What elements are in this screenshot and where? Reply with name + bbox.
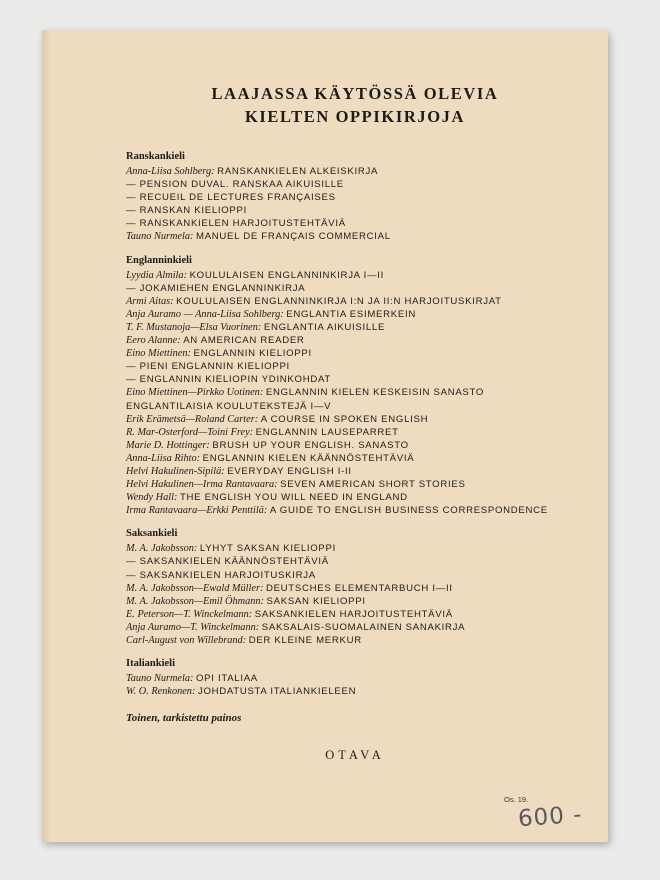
entry-title: EVERYDAY ENGLISH I-II [227, 465, 352, 477]
entry-title: DER KLEINE MERKUR [248, 635, 362, 646]
entry-title: SAKSAN KIELIOPPI [266, 595, 366, 607]
catalog-code: Os. 19. [504, 795, 529, 804]
entry-title: DEUTSCHES ELEMENTARBUCH I—II [265, 582, 453, 594]
entry-title: MANUEL DE FRANÇAIS COMMERCIAL [196, 231, 391, 243]
entry-author: Anja Auramo—T. Winckelmann: [126, 621, 260, 633]
book-entry [126, 347, 556, 360]
section-heading: Saksankieli [126, 528, 178, 540]
entry-author: M. A. Jakobsson—Emil Öhmann: [126, 595, 264, 607]
book-back-cover [42, 30, 608, 842]
handwritten-price: 600 - [517, 801, 584, 833]
book-entry [126, 321, 556, 334]
spine-shadow [42, 30, 52, 842]
entry-author: T. F. Mustanoja—Elsa Vuorinen: [126, 321, 262, 333]
entry-author: Eero Alanne: [126, 335, 181, 347]
entry-author: Helvi Hakulinen-Sipilä: [126, 465, 225, 477]
cover-text [126, 82, 556, 763]
entry-title: ENGLANNIN KIELIOPPI [193, 348, 312, 360]
entry-author: Tauno Nurmela: [126, 231, 194, 243]
title-line-2: KIELTEN OPPIKIRJOJA [244, 107, 466, 126]
entry-title: THE ENGLISH YOU WILL NEED IN ENGLAND [179, 492, 408, 504]
book-entry [126, 569, 556, 582]
entry-title: — JOKAMIEHEN ENGLANNINKIRJA [126, 282, 306, 294]
section-saksankieli [126, 527, 556, 647]
book-entry [126, 608, 556, 621]
book-entry [126, 478, 556, 491]
book-entry [126, 204, 556, 217]
entry-title: ENGLANNIN KIELEN KÄÄNNÖSTEHTÄVIÄ [202, 452, 415, 464]
book-entry [126, 672, 556, 685]
entry-title: ENGLANTIA ESIMERKEIN [286, 308, 416, 320]
entry-author: Lyydia Almila: [126, 269, 187, 281]
book-entry [126, 621, 556, 634]
entry-title: OPI ITALIAA [196, 673, 258, 685]
entry-author: Eino Miettinen—Pirkko Uotinen: [126, 387, 264, 399]
book-entry [126, 595, 556, 608]
edition-note: Toinen, tarkistettu painos [126, 712, 242, 725]
book-entry [126, 555, 556, 568]
entry-author: Anja Auramo — Anna-Liisa Sohlberg: [126, 308, 284, 320]
book-entry [126, 685, 556, 698]
entry-title: SAKSANKIELEN HARJOITUSTEHTÄVIÄ [254, 608, 453, 620]
book-entry [126, 373, 556, 386]
entry-title: SEVEN AMERICAN SHORT STORIES [280, 479, 466, 491]
entry-author: Anna-Liisa Sohlberg: [126, 166, 215, 177]
book-entry [126, 426, 556, 439]
book-entry [126, 269, 556, 282]
entry-title: — RANSKANKIELEN HARJOITUSTEHTÄVIÄ [126, 218, 346, 230]
entry-author: Irma Rantavaara—Erkki Penttilä: [126, 505, 268, 517]
entry-title: SAKSALAIS-SUOMALAINEN SANAKIRJA [261, 621, 466, 633]
entry-author: R. Mar-Osterford—Toini Frey: [126, 426, 254, 438]
entry-title: — ENGLANNIN KIELIOPIN YDINKOHDAT [126, 374, 331, 386]
entry-title: JOHDATUSTA ITALIANKIELEEN [197, 686, 357, 698]
book-entry [126, 334, 556, 347]
book-entry [126, 400, 556, 413]
entry-title: KOULULAISEN ENGLANNINKIRJA I—II [189, 269, 385, 281]
entry-author: Helvi Hakulinen—Irma Rantavaara: [126, 479, 278, 491]
section-heading: Italiankieli [126, 658, 176, 670]
book-entry [126, 217, 556, 230]
entry-title: — SAKSANKIELEN KÄÄNNÖSTEHTÄVIÄ [126, 556, 329, 568]
book-entry [126, 178, 556, 191]
entry-title: — RECUEIL DE LECTURES FRANÇAISES [126, 192, 336, 204]
entry-title: ENGLANTILAISIA KOULUTEKSTEJÄ I—V [126, 400, 332, 412]
book-entry [126, 386, 556, 399]
section-ranskankieli [126, 150, 556, 244]
entry-title: KOULULAISEN ENGLANNINKIRJA I:N JA II:N HARJOITUSKIRJAT [176, 295, 502, 307]
book-entry [126, 542, 556, 555]
book-entry [126, 439, 556, 452]
book-entry [126, 491, 556, 504]
book-entry [126, 191, 556, 204]
entry-author: W. O. Renkonen: [126, 686, 196, 698]
book-entry [126, 452, 556, 465]
title-line-1: LAAJASSA KÄYTÖSSÄ OLEVIA [211, 84, 499, 103]
entry-author: Tauno Nurmela: [126, 673, 194, 685]
language-sections [126, 150, 556, 698]
entry-title: BRUSH UP YOUR ENGLISH. SANASTO [212, 439, 409, 451]
book-entry [126, 230, 556, 243]
entry-title: AN AMERICAN READER [183, 335, 305, 347]
book-entry [126, 282, 556, 295]
entry-author: M. A. Jakobsson—Ewald Müller: [126, 582, 264, 594]
section-englanninkieli [126, 254, 556, 518]
section-italiankieli [126, 657, 556, 698]
section-heading: Englanninkieli [126, 254, 192, 266]
entry-author: Wendy Hall: [126, 492, 178, 504]
book-entry [126, 413, 556, 426]
entry-author: Carl-August von Willebrand: [126, 635, 247, 646]
entry-title: — PIENI ENGLANNIN KIELIOPPI [126, 361, 290, 373]
entry-title: — PENSION DUVAL. RANSKAA AIKUISILLE [126, 179, 344, 191]
page-title [154, 82, 556, 128]
book-entry [126, 465, 556, 478]
book-entry [126, 308, 556, 321]
entry-author: Armi Aitas: [126, 295, 174, 307]
entry-author: Erik Erämetsä—Roland Carter: [126, 413, 259, 425]
entry-title: ENGLANNIN LAUSEPARRET [255, 426, 399, 438]
entry-title: ENGLANNIN KIELEN KESKEISIN SANASTO [265, 387, 485, 399]
entry-title: LYHYT SAKSAN KIELIOPPI [199, 543, 336, 555]
book-entry [126, 360, 556, 373]
book-entry [126, 295, 556, 308]
section-heading: Ranskankieli [126, 151, 185, 162]
book-entry [126, 504, 556, 517]
book-entry [126, 582, 556, 595]
entry-title: — RANSKAN KIELIOPPI [126, 205, 247, 217]
book-entry [126, 634, 556, 647]
entry-author: Eino Miettinen: [126, 348, 191, 360]
entry-author: Marie D. Hottinger: [126, 439, 210, 451]
entry-author: E. Peterson—T. Winckelmann: [126, 608, 253, 620]
entry-title: ENGLANTIA AIKUISILLE [263, 321, 386, 333]
entry-title: A GUIDE TO ENGLISH BUSINESS CORRESPONDENCE [269, 505, 548, 517]
entry-title: — SAKSANKIELEN HARJOITUSKIRJA [126, 569, 316, 581]
book-entry [126, 165, 556, 178]
entry-title: A COURSE IN SPOKEN ENGLISH [260, 413, 429, 425]
entry-author: Anna-Liisa Rihto: [126, 452, 201, 464]
entry-title: RANSKANKIELEN ALKEISKIRJA [217, 166, 379, 177]
publisher-name: OTAVA [325, 748, 385, 763]
entry-author: M. A. Jakobsson: [126, 543, 198, 555]
